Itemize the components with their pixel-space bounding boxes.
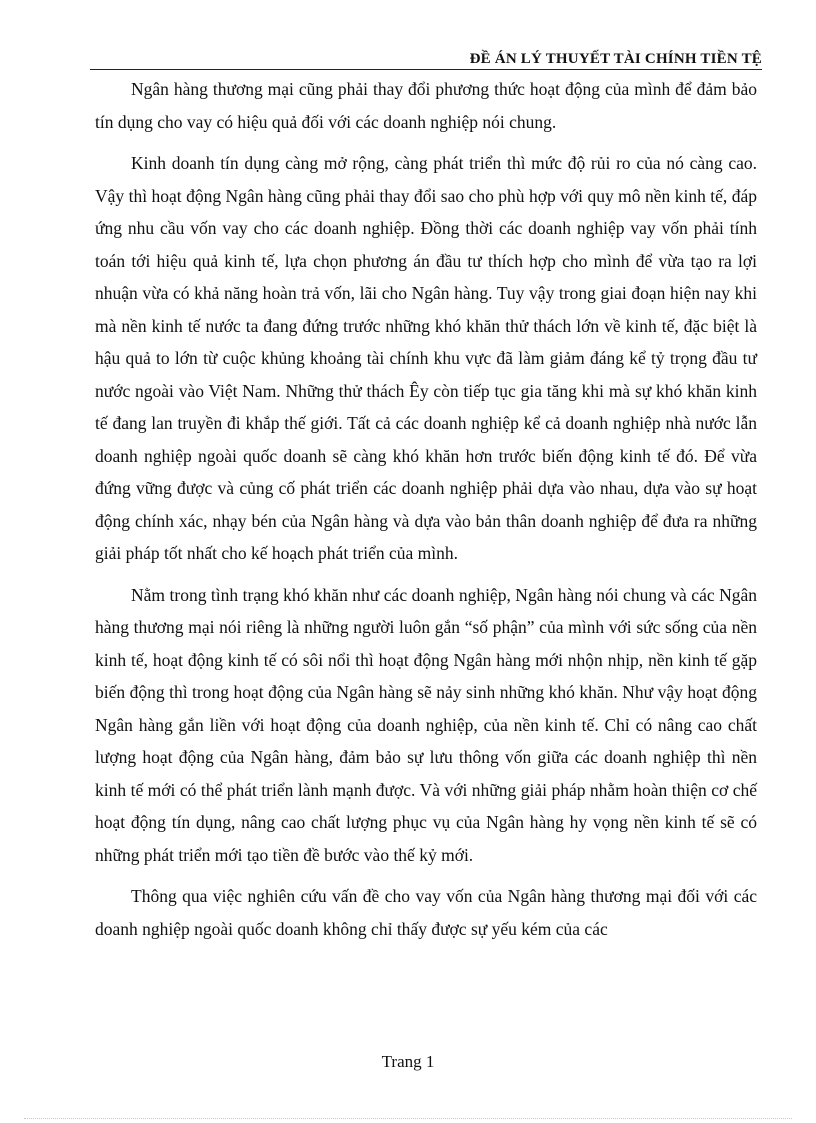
- document-body: [95, 73, 757, 954]
- header-title: ĐỀ ÁN LÝ THUYẾT TÀI CHÍNH TIỀN TỆ: [469, 51, 762, 67]
- paragraph: Thông qua việc nghiên cứu vấn đề cho vay vốn của Ngân hàng thương mại đối với các doanh nghiệp ngoài quốc doanh không chỉ thấy được sự yếu kém của các: [95, 886, 757, 939]
- page-header: [90, 49, 762, 70]
- paragraph: Ngân hàng thương mại cũng phải thay đổi phương thức hoạt động của mình để đảm bảo tín dụng cho vay có hiệu quả đối với các doanh nghiệp nói chung.: [95, 79, 757, 132]
- paragraph: Kinh doanh tín dụng càng mở rộng, càng phát triển thì mức độ rủi ro của nó càng cao. Vậy thì hoạt động Ngân hàng cũng phải thay đổi sao cho phù hợp với quy mô nền kinh tế, đáp ứng nhu cầu vốn vay cho các doanh nghiệp. Đồng thời các doanh nghiệp vay vốn phải tính toán tới hiệu quả kinh tế, lựa chọn phương án đầu tư thích hợp cho mình để vừa tạo ra lợi nhuận vừa có khả năng hoàn trả vốn, lãi cho Ngân hàng. Tuy vậy trong giai đoạn hiện nay khi mà nền kinh tế nước ta đang đứng trước những khó khăn thử thách lớn về kinh tế, đặc biệt là hậu quả to lớn từ cuộc khủng khoảng tài chính khu vực đã làm giảm đáng kể tỷ trọng đầu tư nước ngoài vào Việt Nam. Những thử thách Êy còn tiếp tục gia tăng khi mà sự khó khăn kinh tế đang lan truyền đi khắp thế giới. Tất cả các doanh nghiệp kể cả doanh nghiệp nhà nước lẫn doanh nghiệp ngoài quốc doanh sẽ càng khó khăn hơn trước biến động kinh tế đó. Để vừa đứng vững được và củng cố phát triển các doanh nghiệp phải dựa vào nhau, dựa vào sự hoạt động chính xác, nhạy bén của Ngân hàng và dựa vào bản thân doanh nghiệp để đưa ra những giải pháp tốt nhất cho kế hoạch phát triển của mình.: [95, 153, 757, 563]
- page-bottom-divider: [24, 1118, 792, 1119]
- page-number: Trang 1: [381, 1052, 435, 1071]
- page-footer: [0, 1052, 816, 1072]
- paragraph: Nằm trong tình trạng khó khăn như các doanh nghiệp, Ngân hàng nói chung và các Ngân hàng thương mại nói riêng là những người luôn gắn “số phận” của mình với sức sống của nền kinh tế, hoạt động kinh tế có sôi nổi thì hoạt động Ngân hàng mới nhộn nhịp, nền kinh tế gặp biến động thì trong hoạt động của Ngân hàng sẽ nảy sinh những khó khăn. Như vậy hoạt động Ngân hàng gắn liền với hoạt động của doanh nghiệp, của nền kinh tế. Chỉ có nâng cao chất lượng hoạt động của Ngân hàng, đảm bảo sự lưu thông vốn giữa các doanh nghiệp thì nền kinh tế mới có thể phát triển lành mạnh được. Và với những giải pháp nhằm hoàn thiện cơ chế hoạt động tín dụng, nâng cao chất lượng phục vụ của Ngân hàng hy vọng nền kinh tế sẽ có những phát triển mới tạo tiền đề bước vào thế kỷ mới.: [95, 584, 757, 865]
